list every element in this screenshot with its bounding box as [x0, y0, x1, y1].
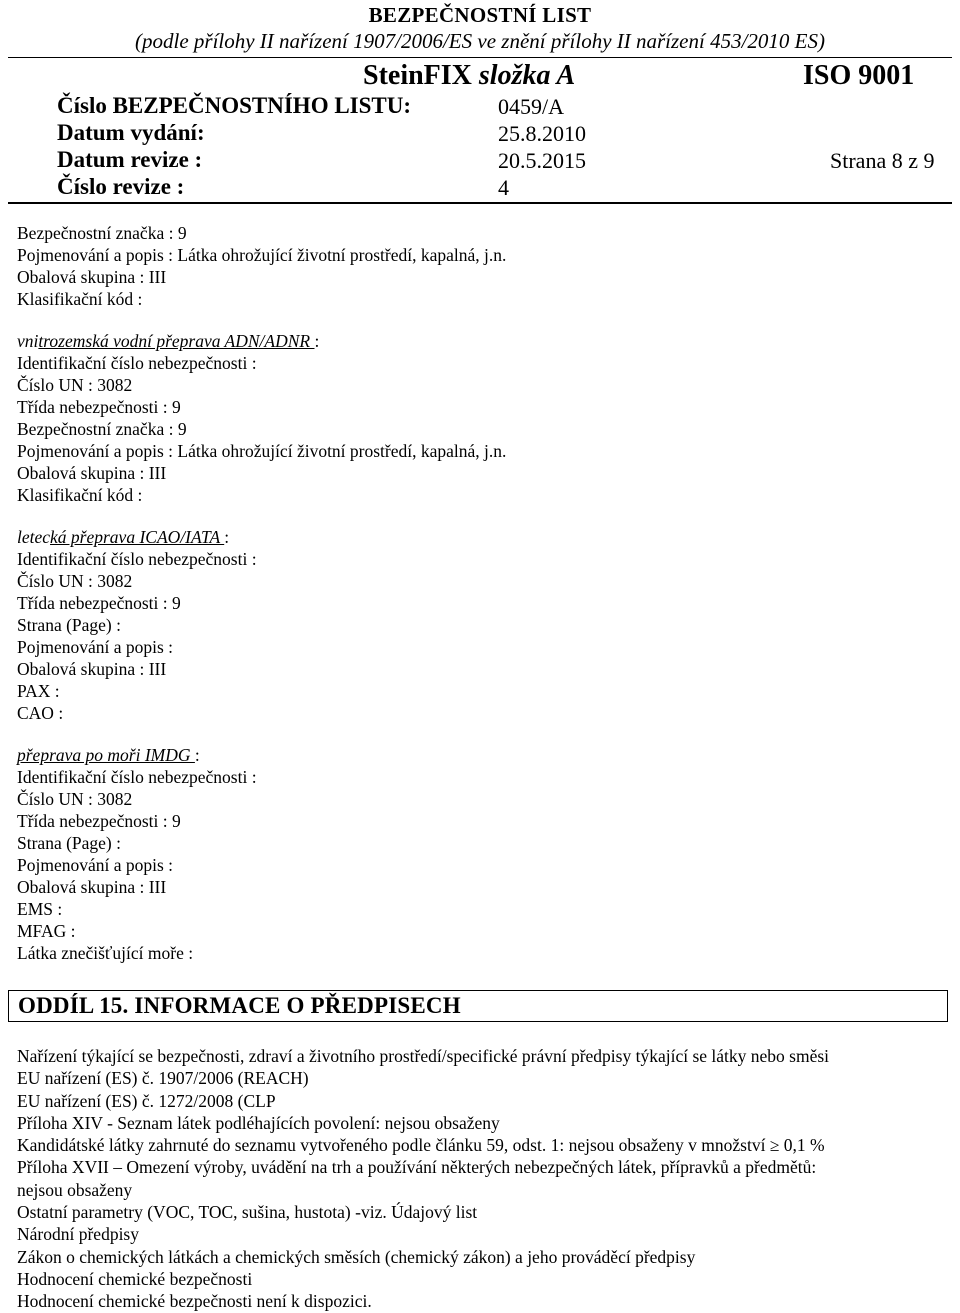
text-line: EU nařízení (ES) č. 1272/2008 (CLP — [17, 1090, 276, 1111]
text-line: Třída nebezpečnosti : 9 — [17, 397, 181, 417]
text-line: Nařízení týkající se bezpečnosti, zdraví a životního prostředí/specifické právní předpisy týkající se látky nebo směsi — [17, 1046, 830, 1066]
document-title: BEZPEČNOSTNÍ LIST — [368, 3, 592, 27]
iso-label: ISO 9001 — [803, 60, 915, 91]
header-bottom-rule — [8, 202, 952, 204]
revision-number-value: 4 — [498, 175, 509, 200]
section-15-content — [17, 1045, 947, 1313]
text-line: EU nařízení (ES) č. 1907/2006 (REACH) — [17, 1068, 309, 1089]
text-line: Strana (Page) : — [17, 615, 121, 635]
issue-date-value: 25.8.2010 — [498, 121, 586, 146]
icao-heading-plain: letec — [17, 527, 51, 547]
product-name-prefix: SteinFIX — [363, 60, 472, 91]
text-line: Kandidátské látky zahrnuté do seznamu vytvořeného podle článku 59, odst. 1: nejsou obsaženy v množství ≥ 0,1 % — [17, 1135, 825, 1156]
text-line: Číslo UN : 3082 — [17, 789, 133, 809]
text-line: Příloha XVII – Omezení výroby, uvádění na trh a používání některých nebezpečných látek, přípravků a předmětů: — [17, 1157, 817, 1178]
icao-heading-colon: : — [224, 527, 230, 547]
text-line: EMS : — [17, 899, 63, 919]
text-line: Pojmenování a popis : — [17, 855, 174, 875]
icao-heading-underlined: ká přeprava ICAO/IATA — [50, 527, 225, 547]
page-indicator: Strana 8 z 9 — [830, 148, 935, 173]
imdg-heading-colon: : — [194, 745, 200, 765]
text-line: nejsou obsaženy — [17, 1179, 133, 1200]
revision-number-label: Číslo revize : — [57, 174, 185, 199]
product-name-suffix: složka A — [478, 60, 576, 91]
revision-date-value: 20.5.2015 — [498, 148, 586, 173]
text-line: Hodnocení chemické bezpečnosti — [17, 1268, 253, 1289]
text-line: Hodnocení chemické bezpečnosti není k dispozici. — [17, 1291, 372, 1312]
text-line: MFAG : — [17, 921, 76, 941]
text-line: Obalová skupina : III — [17, 267, 167, 287]
text-line: Třída nebezpečnosti : 9 — [17, 811, 181, 831]
text-line: Pojmenování a popis : — [17, 637, 174, 657]
text-line: Číslo UN : 3082 — [17, 571, 133, 591]
text-line: CAO : — [17, 703, 64, 723]
header-top-rule — [8, 57, 952, 58]
text-line: Identifikační číslo nebezpečnosti : — [17, 767, 257, 787]
text-line: Příloha XIV - Seznam látek podléhajících povolení: nejsou obsaženy — [17, 1112, 500, 1133]
icao-heading — [17, 526, 506, 548]
adn-heading-colon: : — [314, 331, 320, 351]
adn-heading — [17, 330, 506, 352]
text-line: Obalová skupina : III — [17, 659, 167, 679]
transport-info — [17, 222, 506, 964]
product-name — [363, 60, 575, 92]
adn-heading-underlined: trozemská vodní přeprava ADN/ADNR — [38, 331, 315, 351]
text-line: Identifikační číslo nebezpečnosti : — [17, 549, 257, 569]
revision-date-label: Datum revize : — [57, 147, 203, 172]
text-line: Klasifikační kód : — [17, 289, 143, 309]
imdg-heading-underlined: přeprava po moři IMDG — [17, 745, 195, 765]
text-line: Obalová skupina : III — [17, 877, 167, 897]
text-line: Bezpečnostní značka : 9 — [17, 419, 187, 439]
adn-heading-plain: vni — [17, 331, 39, 351]
text-line: Látka znečišťující moře : — [17, 943, 194, 963]
text-line: Ostatní parametry (VOC, TOC, sušina, hustota) -viz. Údajový list — [17, 1202, 478, 1223]
document-subtitle: (podle přílohy II nařízení 1907/2006/ES ve znění přílohy II nařízení 453/2010 ES) — [135, 29, 825, 53]
issue-date-label: Datum vydání: — [57, 120, 205, 145]
text-line: Klasifikační kód : — [17, 485, 143, 505]
text-line: Pojmenování a popis : Látka ohrožující životní prostředí, kapalná, j.n. — [17, 441, 507, 461]
text-line: Identifikační číslo nebezpečnosti : — [17, 353, 257, 373]
text-line: Třída nebezpečnosti : 9 — [17, 593, 181, 613]
sds-number-value: 0459/A — [498, 94, 564, 119]
sds-number-label: Číslo BEZPEČNOSTNÍHO LISTU: — [57, 93, 412, 118]
text-line: Národní předpisy — [17, 1224, 139, 1245]
section-15-title: ODDÍL 15. INFORMACE O PŘEDPISECH — [18, 993, 461, 1018]
text-line: Obalová skupina : III — [17, 463, 167, 483]
text-line: Číslo UN : 3082 — [17, 375, 133, 395]
text-line: Strana (Page) : — [17, 833, 121, 853]
text-line: PAX : — [17, 681, 60, 701]
text-line: Pojmenování a popis : Látka ohrožující životní prostředí, kapalná, j.n. — [17, 245, 507, 265]
text-line: Bezpečnostní značka : 9 — [17, 223, 187, 243]
imdg-heading — [17, 744, 506, 766]
text-line: Zákon o chemických látkách a chemických směsích (chemický zákon) a jeho prováděcí předpisy — [17, 1246, 696, 1267]
